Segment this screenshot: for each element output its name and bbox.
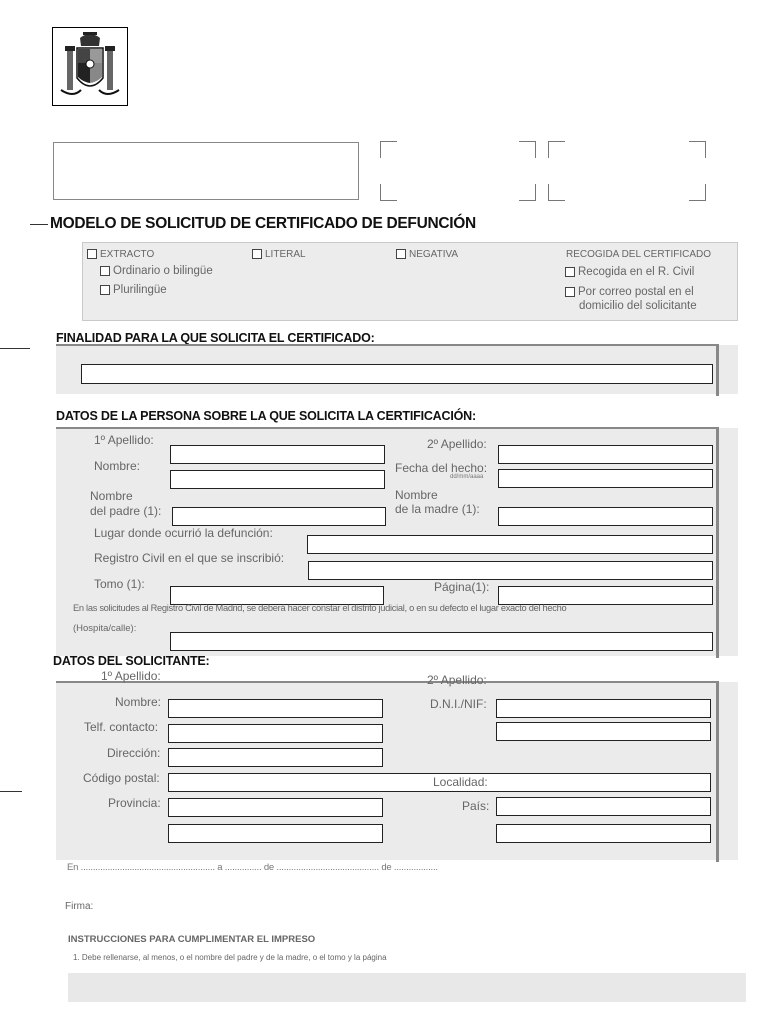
plurilingue-label: Plurilingüe [113,284,167,296]
option-recogida-civil[interactable] [565,266,694,278]
persona-fecha-hint: dd/mm/aaaa [450,474,484,480]
option-correo[interactable] [565,286,694,298]
persona-fecha-label: Fecha del hecho: [395,461,488,475]
persona-pagina-label: Página(1): [434,580,490,594]
title-rule [30,224,48,225]
persona-nota-1: En las solicitudes al Registro Civil de Madrid, se deberá hacer constar el distrito judicial, o en su defecto el lugar exacto del hecho [73,603,567,613]
lugar-fecha-line: En ....................................................... a ............... de .......................................... de .................. [67,862,438,873]
coat-of-arms-logo [52,27,128,106]
solicitante-pais-input[interactable] [496,797,711,816]
firma-label: Firma: [65,901,94,912]
literal-label: LITERAL [265,249,306,260]
persona-heading: DATOS DE LA PERSONA SOBRE LA QUE SOLICITA LA CERTIFICACIÓN: [56,409,476,423]
instrucciones-panel [68,973,746,1002]
solicitante-apellido2-label: 2º Apellido: [427,673,487,687]
solicitante-extra-input[interactable] [496,722,711,741]
persona-registro-label: Registro Civil en el que se inscribió: [94,551,285,565]
plurilingue-checkbox[interactable] [100,285,110,295]
solicitante-telf-input[interactable] [168,724,383,743]
side-mark [0,791,22,792]
ordinario-label: Ordinario o bilingüe [113,265,213,277]
solicitante-pais2-input[interactable] [496,824,711,843]
literal-checkbox[interactable] [252,249,262,259]
solicitante-dni-label: D.N.I./NIF: [430,697,487,711]
persona-apellido1-label: 1º Apellido: [94,433,154,447]
finalidad-input[interactable] [81,364,713,384]
correo-label-1: Por correo postal en el [578,286,694,298]
persona-padre-label-1: Nombre [90,489,133,503]
persona-fecha-input[interactable] [498,469,713,488]
solicitante-dni-input[interactable] [496,699,711,718]
correo-checkbox[interactable] [565,287,575,297]
persona-lugar-label: Lugar donde ocurrió la defunción: [94,526,273,540]
registry-entry-box-right [548,141,706,201]
recogida-civil-label: Recogida en el R. Civil [578,266,695,278]
option-plurilingue[interactable] [100,284,167,296]
extracto-checkbox[interactable] [87,249,97,259]
solicitante-localidad-label: Localidad: [433,775,488,789]
solicitante-provincia2-input[interactable] [168,824,383,843]
persona-padre-input[interactable] [172,507,386,526]
recogida-civil-checkbox[interactable] [565,267,575,277]
persona-apellido2-label: 2º Apellido: [427,437,487,451]
option-ordinario[interactable] [100,265,213,277]
persona-registro-input[interactable] [308,561,713,580]
option-literal[interactable] [252,249,306,260]
persona-madre-label-1: Nombre [395,488,438,502]
registry-stamp-box [53,142,359,200]
side-mark [0,348,30,349]
negativa-label: NEGATIVA [409,249,459,260]
solicitante-direccion-label: Dirección: [107,746,161,760]
solicitante-apellido1-label: 1º Apellido: [101,669,161,683]
solicitante-provincia-input[interactable] [168,798,383,817]
solicitante-nombre-label: Nombre: [115,695,162,709]
recogida-header: RECOGIDA DEL CERTIFICADO [566,249,712,260]
registry-entry-box-left [380,141,536,201]
persona-madre-label-2: de la madre (1): [395,502,480,516]
persona-nombre-label: Nombre: [94,459,141,473]
negativa-checkbox[interactable] [396,249,406,259]
persona-tomo-label: Tomo (1): [94,577,145,591]
solicitante-pais-label: País: [462,799,490,813]
instrucciones-item-1: 1. Debe rellenarse, al menos, o el nombre del padre y de la madre, o el tomo y la página [73,953,387,962]
correo-label-2: domicilio del solicitante [579,300,697,312]
solicitante-cp-label: Código postal: [83,771,160,785]
finalidad-heading: FINALIDAD PARA LA QUE SOLICITA EL CERTIFICADO: [56,331,375,345]
ordinario-checkbox[interactable] [100,266,110,276]
solicitante-nombre-input[interactable] [168,699,383,718]
persona-lugar-input[interactable] [307,535,713,554]
persona-distrito-input[interactable] [170,632,713,651]
persona-madre-input[interactable] [498,507,713,526]
persona-apellido2-input[interactable] [498,445,713,464]
solicitante-provincia-label: Provincia: [108,796,161,810]
option-extracto[interactable] [87,249,154,260]
page-title: MODELO DE SOLICITUD DE CERTIFICADO DE DEFUNCIÓN [50,215,476,232]
persona-padre-label-2: del padre (1): [90,504,162,518]
persona-apellido1-input[interactable] [170,445,385,464]
solicitante-direccion-input[interactable] [168,748,383,767]
instrucciones-heading: INSTRUCCIONES PARA CUMPLIMENTAR EL IMPRESO [68,934,316,945]
persona-nombre-input[interactable] [170,470,385,489]
solicitante-heading: DATOS DEL SOLICITANTE: [53,654,210,668]
extracto-label: EXTRACTO [100,249,155,260]
persona-nota-2: (Hospita/calle): [73,623,137,634]
option-negativa[interactable] [396,249,458,260]
solicitante-telf-label: Telf. contacto: [84,720,159,734]
